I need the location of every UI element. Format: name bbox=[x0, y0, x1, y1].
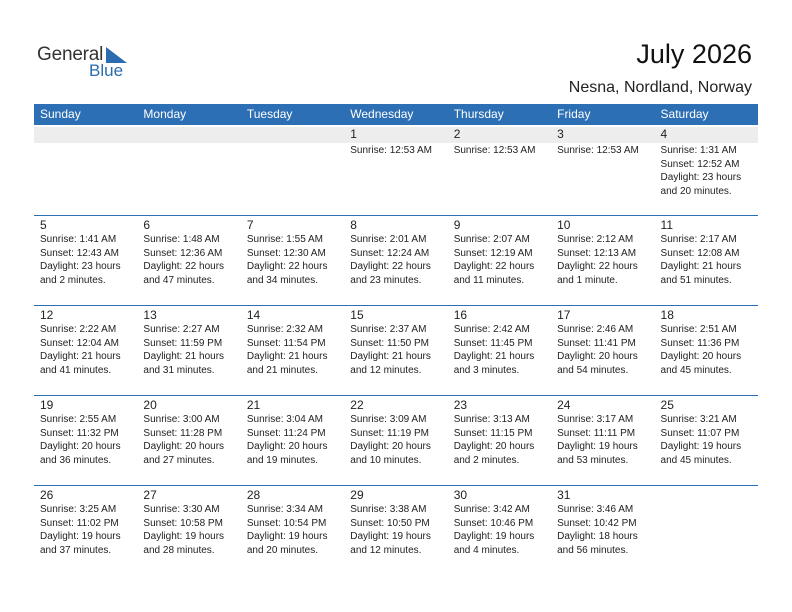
calendar-day bbox=[551, 125, 654, 215]
day-sun-info: Sunrise: 2:12 AM Sunset: 12:13 AM Daylight: 22 hours and 1 minute. bbox=[557, 234, 638, 286]
day-sun-info: Sunrise: 2:07 AM Sunset: 12:19 AM Daylight: 22 hours and 11 minutes. bbox=[453, 234, 535, 286]
calendar-day bbox=[241, 486, 344, 575]
header-saturday: Saturday bbox=[660, 107, 709, 121]
day-sun-info: Sunrise: 2:32 AM Sunset: 11:54 PM Daylight: 21 hours and 21 minutes. bbox=[246, 324, 328, 376]
day-sun-info: Sunrise: 3:21 AM Sunset: 11:07 PM Daylight: 19 hours and 45 minutes. bbox=[660, 414, 742, 466]
header-wednesday: Wednesday bbox=[350, 107, 414, 121]
weekday-header bbox=[34, 104, 758, 125]
calendar-day bbox=[344, 306, 447, 395]
calendar-day bbox=[137, 396, 240, 485]
day-sun-info: Sunrise: 2:42 AM Sunset: 11:45 PM Daylight: 21 hours and 3 minutes. bbox=[453, 324, 535, 376]
calendar-day bbox=[137, 306, 240, 395]
day-number: 11 bbox=[660, 218, 673, 232]
calendar-day bbox=[344, 486, 447, 575]
day-number: 31 bbox=[557, 488, 571, 502]
day-sun-info: Sunrise: 2:17 AM Sunset: 12:08 AM Daylight: 21 hours and 51 minutes. bbox=[660, 234, 742, 286]
calendar-day bbox=[137, 125, 240, 215]
header-monday: Monday bbox=[143, 107, 187, 121]
day-number: 14 bbox=[246, 308, 261, 322]
day-number-bar bbox=[241, 127, 344, 143]
calendar-day bbox=[241, 216, 344, 305]
day-number: 3 bbox=[557, 127, 564, 141]
day-number: 21 bbox=[246, 398, 261, 412]
day-sun-info: Sunrise: 12:53 AM bbox=[557, 145, 639, 156]
page-title: July 2026 bbox=[636, 39, 752, 69]
day-sun-info: Sunrise: 2:22 AM Sunset: 12:04 AM Daylight: 21 hours and 41 minutes. bbox=[40, 324, 121, 376]
day-number: 20 bbox=[143, 398, 157, 412]
day-number: 29 bbox=[350, 488, 364, 502]
day-number-bar bbox=[448, 127, 551, 143]
day-sun-info: Sunrise: 3:17 AM Sunset: 11:11 PM Daylight: 19 hours and 53 minutes. bbox=[557, 414, 638, 466]
day-sun-info: Sunrise: 3:13 AM Sunset: 11:15 PM Daylight: 20 hours and 2 minutes. bbox=[453, 414, 535, 466]
calendar-day bbox=[655, 486, 758, 575]
day-number-bar bbox=[551, 127, 654, 143]
calendar-day bbox=[241, 125, 344, 215]
day-number-bar bbox=[344, 127, 447, 143]
calendar-day bbox=[448, 125, 551, 215]
calendar-day bbox=[551, 306, 654, 395]
calendar-day bbox=[241, 306, 344, 395]
calendar-day bbox=[137, 486, 240, 575]
day-sun-info: Sunrise: 2:51 AM Sunset: 11:36 PM Daylight: 20 hours and 45 minutes. bbox=[660, 324, 742, 376]
day-number-bar bbox=[34, 127, 137, 143]
day-sun-info: Sunrise: 2:46 AM Sunset: 11:41 PM Daylight: 20 hours and 54 minutes. bbox=[557, 324, 638, 376]
day-number: 30 bbox=[453, 488, 468, 502]
day-number: 10 bbox=[557, 218, 571, 232]
day-number: 9 bbox=[453, 218, 461, 232]
day-number: 5 bbox=[40, 218, 47, 232]
calendar-day bbox=[137, 216, 240, 305]
day-number: 8 bbox=[350, 218, 357, 232]
day-sun-info: Sunrise: 3:42 AM Sunset: 10:46 PM Daylight: 19 hours and 4 minutes. bbox=[453, 504, 535, 556]
day-number: 7 bbox=[246, 218, 254, 232]
logo bbox=[37, 44, 147, 80]
day-number: 12 bbox=[40, 308, 54, 322]
day-number: 19 bbox=[40, 398, 54, 412]
day-number: 25 bbox=[660, 398, 674, 412]
calendar-day bbox=[34, 396, 137, 485]
calendar-day bbox=[448, 306, 551, 395]
day-sun-info: Sunrise: 1:48 AM Sunset: 12:36 AM Daylight: 22 hours and 47 minutes. bbox=[143, 234, 225, 286]
day-sun-info: Sunrise: 3:46 AM Sunset: 10:42 PM Daylight: 18 hours and 56 minutes. bbox=[557, 504, 638, 556]
header-thursday: Thursday bbox=[453, 107, 504, 121]
day-number: 28 bbox=[246, 488, 261, 502]
calendar-day bbox=[241, 396, 344, 485]
calendar-day bbox=[655, 306, 758, 395]
day-number: 13 bbox=[143, 308, 157, 322]
calendar-day bbox=[34, 125, 137, 215]
calendar-day bbox=[551, 396, 654, 485]
day-sun-info: Sunrise: 3:30 AM Sunset: 10:58 PM Daylight: 19 hours and 28 minutes. bbox=[143, 504, 225, 556]
calendar-day bbox=[551, 486, 654, 575]
calendar-day bbox=[34, 306, 137, 395]
calendar-day bbox=[34, 216, 137, 305]
day-number: 17 bbox=[557, 308, 571, 322]
calendar-day bbox=[655, 216, 758, 305]
calendar-week bbox=[34, 485, 758, 575]
calendar-day bbox=[448, 216, 551, 305]
calendar-day bbox=[34, 486, 137, 575]
day-sun-info: Sunrise: 3:04 AM Sunset: 11:24 PM Daylight: 20 hours and 19 minutes. bbox=[246, 414, 328, 466]
day-number: 27 bbox=[143, 488, 157, 502]
header-sunday: Sunday bbox=[40, 107, 81, 121]
calendar-day bbox=[344, 396, 447, 485]
day-sun-info: Sunrise: 2:27 AM Sunset: 11:59 PM Daylight: 21 hours and 31 minutes. bbox=[143, 324, 225, 376]
day-sun-info: Sunrise: 1:55 AM Sunset: 12:30 AM Daylight: 22 hours and 34 minutes. bbox=[246, 234, 328, 286]
day-sun-info: Sunrise: 3:34 AM Sunset: 10:54 PM Daylight: 19 hours and 20 minutes. bbox=[246, 504, 328, 556]
day-number: 22 bbox=[350, 398, 364, 412]
header-friday: Friday bbox=[557, 107, 591, 121]
day-sun-info: Sunrise: 3:38 AM Sunset: 10:50 PM Daylight: 19 hours and 12 minutes. bbox=[350, 504, 431, 556]
calendar-week bbox=[34, 125, 758, 215]
logo-text-general: General bbox=[37, 44, 104, 65]
day-number: 23 bbox=[453, 398, 468, 412]
day-number-bar bbox=[655, 127, 758, 143]
logo-text-blue: Blue bbox=[89, 61, 124, 80]
header-tuesday: Tuesday bbox=[246, 107, 293, 121]
calendar-day bbox=[655, 396, 758, 485]
day-number: 15 bbox=[350, 308, 364, 322]
day-sun-info: Sunrise: 2:01 AM Sunset: 12:24 AM Daylight: 22 hours and 23 minutes. bbox=[350, 234, 431, 286]
calendar-day bbox=[344, 216, 447, 305]
calendar-day bbox=[655, 125, 758, 215]
day-number: 2 bbox=[453, 127, 461, 141]
day-sun-info: Sunrise: 3:09 AM Sunset: 11:19 PM Daylight: 20 hours and 10 minutes. bbox=[350, 414, 431, 466]
calendar-week bbox=[34, 305, 758, 395]
day-sun-info: Sunrise: 1:41 AM Sunset: 12:43 AM Daylight: 23 hours and 2 minutes. bbox=[40, 234, 121, 286]
calendar-day bbox=[448, 396, 551, 485]
day-sun-info: Sunrise: 1:31 AM Sunset: 12:52 AM Daylight: 23 hours and 20 minutes. bbox=[660, 145, 742, 197]
calendar-week bbox=[34, 215, 758, 305]
calendar-day bbox=[344, 125, 447, 215]
day-number: 1 bbox=[350, 127, 357, 141]
day-number-bar bbox=[137, 127, 240, 143]
day-number: 26 bbox=[40, 488, 54, 502]
location-subtitle: Nesna, Nordland, Norway bbox=[568, 79, 752, 96]
day-sun-info: Sunrise: 2:55 AM Sunset: 11:32 PM Daylight: 20 hours and 36 minutes. bbox=[40, 414, 121, 466]
calendar-day bbox=[551, 216, 654, 305]
day-sun-info: Sunrise: 3:00 AM Sunset: 11:28 PM Daylight: 20 hours and 27 minutes. bbox=[143, 414, 225, 466]
day-number: 4 bbox=[660, 127, 668, 141]
day-number: 16 bbox=[453, 308, 468, 322]
day-sun-info: Sunrise: 2:37 AM Sunset: 11:50 PM Daylight: 21 hours and 12 minutes. bbox=[350, 324, 431, 376]
day-sun-info: Sunrise: 12:53 AM bbox=[350, 145, 432, 156]
day-sun-info: Sunrise: 12:53 AM bbox=[453, 145, 536, 156]
day-number: 18 bbox=[660, 308, 674, 322]
calendar-week bbox=[34, 395, 758, 485]
day-sun-info: Sunrise: 3:25 AM Sunset: 11:02 PM Daylight: 19 hours and 37 minutes. bbox=[40, 504, 121, 556]
day-number: 6 bbox=[143, 218, 151, 232]
calendar-day bbox=[448, 486, 551, 575]
day-number: 24 bbox=[557, 398, 571, 412]
